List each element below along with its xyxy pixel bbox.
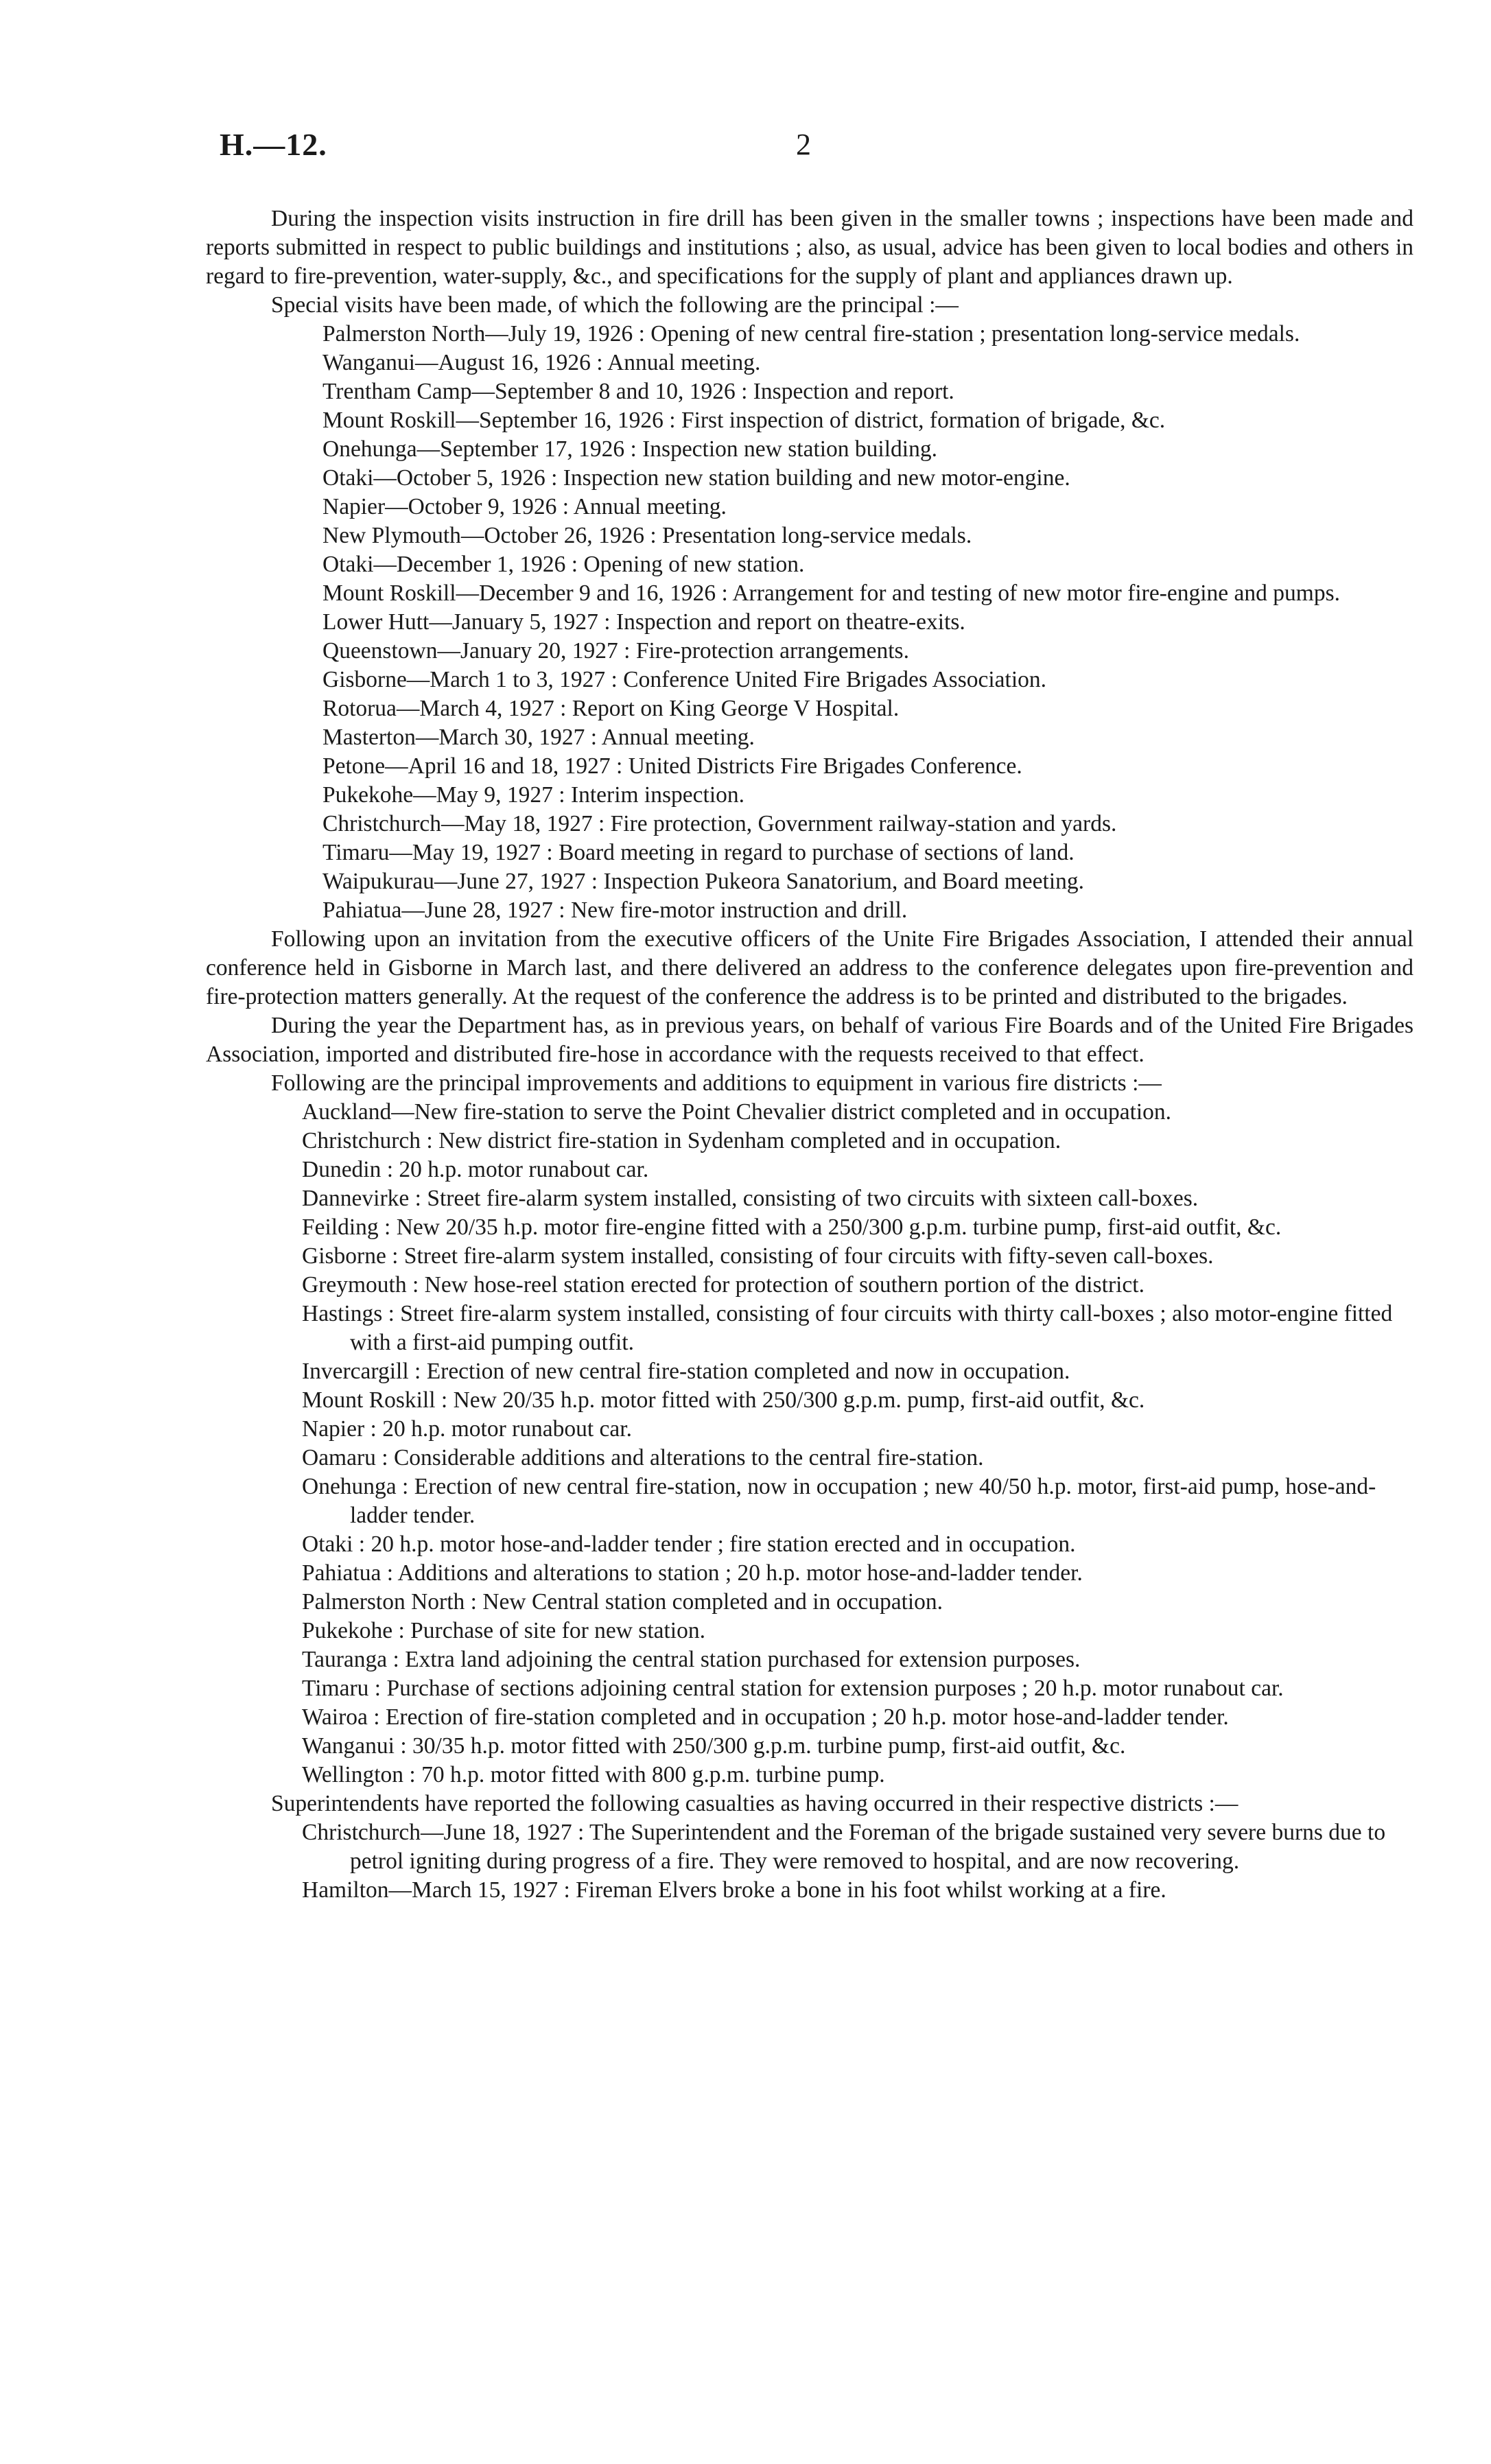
improvement-entry: Onehunga : Erection of new central fire-station, now in occupation ; new 40/50 h.p. motor, first-aid pump, hose-and-ladder tender. — [302, 1474, 1376, 1528]
special-visits-list — [322, 320, 1413, 925]
special-visit-entry: Lower Hutt—January 5, 1927 : Inspection and report on theatre-exits. — [322, 609, 965, 635]
special-visit-entry: Gisborne—March 1 to 3, 1927 : Conference United Fire Brigades Association. — [322, 667, 1047, 692]
page-number: 2 — [796, 128, 811, 161]
special-visit-entry: Christchurch—May 18, 1927 : Fire protection, Government railway-station and yards. — [322, 811, 1117, 836]
casualty-entry: Christchurch—June 18, 1927 : The Superintendent and the Foreman of the brigade sustained very severe burns due to petrol igniting during progress of a fire. They were removed to hospital, and are now recovering. — [302, 1820, 1386, 1874]
casualties-list — [302, 1818, 1413, 1905]
casualty-entry: Hamilton—March 15, 1927 : Fireman Elvers broke a bone in his foot whilst working at a fire. — [302, 1877, 1166, 1903]
improvement-entry: Dunedin : 20 h.p. motor runabout car. — [302, 1157, 649, 1182]
improvement-entry: Palmerston North : New Central station completed and in occupation. — [302, 1589, 943, 1615]
improvements-list — [302, 1098, 1413, 1790]
special-visit-entry: Rotorua—March 4, 1927 : Report on King George V Hospital. — [322, 696, 900, 721]
improvement-entry: Wellington : 70 h.p. motor fitted with 800 g.p.m. turbine pump. — [302, 1762, 885, 1787]
improvement-entry: Feilding : New 20/35 h.p. motor fire-engine fitted with a 250/300 g.p.m. turbine pump, first-aid outfit, &c. — [302, 1215, 1282, 1240]
special-visit-entry: Otaki—October 5, 1926 : Inspection new station building and new motor-engine. — [322, 465, 1070, 491]
improvement-entry: Tauranga : Extra land adjoining the central station purchased for extension purposes. — [302, 1647, 1081, 1672]
special-visit-entry: Mount Roskill—September 16, 1926 : First inspection of district, formation of brigade, &c. — [322, 408, 1166, 433]
improvement-entry: Otaki : 20 h.p. motor hose-and-ladder tender ; fire station erected and in occupation. — [302, 1532, 1076, 1557]
special-visit-entry: Otaki—December 1, 1926 : Opening of new station. — [322, 552, 805, 577]
improvement-entry: Invercargill : Erection of new central fire-station completed and now in occupation. — [302, 1359, 1070, 1384]
special-visit-entry: Pukekohe—May 9, 1927 : Interim inspection. — [322, 782, 745, 808]
improvement-entry: Pahiatua : Additions and alterations to station ; 20 h.p. motor hose-and-ladder tender. — [302, 1560, 1083, 1586]
improvements-intro: Following are the principal improvements and additions to equipment in various fire districts :— — [271, 1070, 1162, 1096]
improvement-entry: Hastings : Street fire-alarm system installed, consisting of four circuits with thirty call-boxes ; also motor-engine fitted with a first-aid pumping outfit. — [302, 1301, 1393, 1355]
improvement-entry: Gisborne : Street fire-alarm system installed, consisting of four circuits with fifty-seven call-boxes. — [302, 1243, 1214, 1269]
improvement-entry: Wairoa : Erection of fire-station completed and in occupation ; 20 h.p. motor hose-and-ladder tender. — [302, 1704, 1229, 1730]
hose-paragraph: During the year the Department has, as in previous years, on behalf of various Fire Boards and of the United Fire Brigades Association, imported and distributed fire-hose in accordance with the requests received to that effect. — [206, 1013, 1413, 1067]
special-visit-entry: Trentham Camp—September 8 and 10, 1926 : Inspection and report. — [322, 379, 954, 404]
document-code: H.—12. — [220, 127, 327, 162]
conference-paragraph: Following upon an invitation from the executive officers of the Unite Fire Brigades Association, I attended their annual conference held in Gisborne in March last, and there delivered an address to the conference delegates upon fire-prevention and fire-protection matters generally. At the request of the conference the address is to be printed and distributed to the brigades. — [206, 926, 1413, 1009]
improvement-entry: Oamaru : Considerable additions and alterations to the central fire-station. — [302, 1445, 984, 1470]
special-visit-entry: Masterton—March 30, 1927 : Annual meeting. — [322, 725, 755, 750]
special-visits-intro: Special visits have been made, of which the following are the principal :— — [271, 292, 959, 318]
special-visit-entry: Palmerston North—July 19, 1926 : Opening of new central fire-station ; presentation long-service medals. — [322, 321, 1300, 347]
special-visit-entry: Onehunga—September 17, 1926 : Inspection new station building. — [322, 436, 937, 462]
improvement-entry: Greymouth : New hose-reel station erected for protection of southern portion of the district. — [302, 1272, 1144, 1298]
improvement-entry: Mount Roskill : New 20/35 h.p. motor fitted with 250/300 g.p.m. pump, first-aid outfit, &c. — [302, 1387, 1145, 1413]
report-body — [206, 204, 1413, 1905]
improvement-entry: Napier : 20 h.p. motor runabout car. — [302, 1416, 632, 1442]
improvement-entry: Christchurch : New district fire-station in Sydenham completed and in occupation. — [302, 1128, 1061, 1153]
intro-paragraph: During the inspection visits instruction in fire drill has been given in the smaller towns ; inspections have been made and reports submitted in respect to public buildings and institutions ; also, as usual, advice has been given to local bodies and others in regard to fire-prevention, water-supply, &c., and specifications for the supply of plant and appliances drawn up. — [206, 206, 1413, 289]
casualties-intro: Superintendents have reported the following casualties as having occurred in their respective districts :— — [271, 1791, 1238, 1816]
improvement-entry: Timaru : Purchase of sections adjoining central station for extension purposes ; 20 h.p. motor runabout car. — [302, 1676, 1284, 1701]
improvement-entry: Dannevirke : Street fire-alarm system installed, consisting of two circuits with sixteen call-boxes. — [302, 1186, 1199, 1211]
special-visit-entry: Timaru—May 19, 1927 : Board meeting in regard to purchase of sections of land. — [322, 840, 1075, 865]
special-visit-entry: Pahiatua—June 28, 1927 : New fire-motor instruction and drill. — [322, 897, 908, 923]
improvement-entry: Pukekohe : Purchase of site for new station. — [302, 1618, 705, 1643]
special-visit-entry: Napier—October 9, 1926 : Annual meeting. — [322, 494, 727, 519]
special-visit-entry: Queenstown—January 20, 1927 : Fire-protection arrangements. — [322, 638, 909, 664]
special-visit-entry: Mount Roskill—December 9 and 16, 1926 : Arrangement for and testing of new motor fire-engine and pumps. — [322, 580, 1340, 606]
special-visit-entry: Petone—April 16 and 18, 1927 : United Districts Fire Brigades Conference. — [322, 753, 1022, 779]
page-header — [220, 127, 1386, 172]
special-visit-entry: New Plymouth—October 26, 1926 : Presentation long-service medals. — [322, 523, 972, 548]
special-visit-entry: Waipukurau—June 27, 1927 : Inspection Pukeora Sanatorium, and Board meeting. — [322, 869, 1085, 894]
improvement-entry: Auckland—New fire-station to serve the Point Chevalier district completed and in occupation. — [302, 1099, 1172, 1125]
special-visit-entry: Wanganui—August 16, 1926 : Annual meeting. — [322, 350, 761, 375]
improvement-entry: Wanganui : 30/35 h.p. motor fitted with 250/300 g.p.m. turbine pump, first-aid outfit, &c. — [302, 1733, 1126, 1759]
